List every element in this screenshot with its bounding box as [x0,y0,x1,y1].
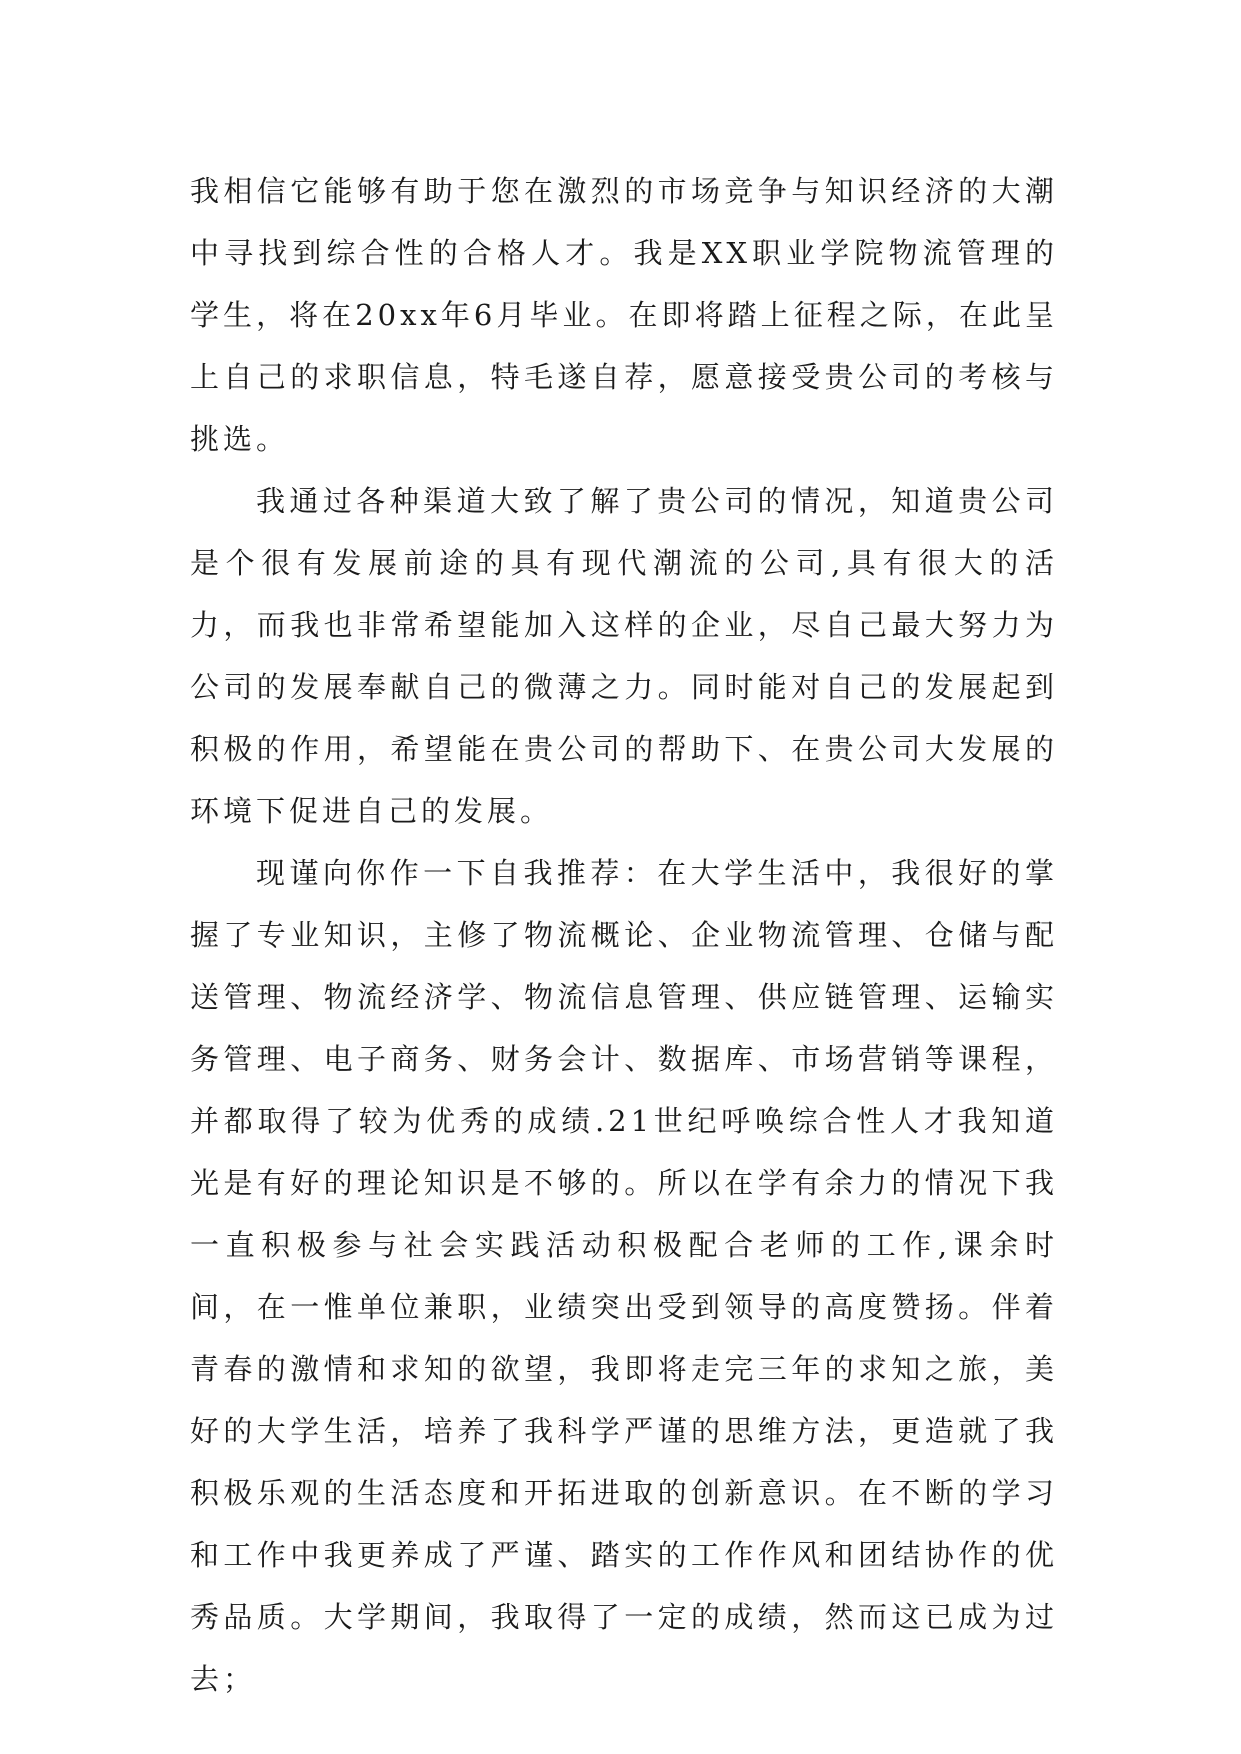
document-body [190,160,1058,1710]
paragraph-3: 现谨向你作一下自我推荐：在大学生活中，我很好的掌握了专业知识，主修了物流概论、企业物流管理、仓储与配送管理、物流经济学、物流信息管理、供应链管理、运输实务管理、电子商务、财务会计、数据库、市场营销等课程，并都取得了较为优秀的成绩.21世纪呼唤综合性人才我知道光是有好的理论知识是不够的。所以在学有余力的情况下我一直积极参与社会实践活动积极配合老师的工作,课余时间，在一惟单位兼职，业绩突出受到领导的高度赞扬。伴着青春的激情和求知的欲望，我即将走完三年的求知之旅，美好的大学生活，培养了我科学严谨的思维方法，更造就了我积极乐观的生活态度和开拓进取的创新意识。在不断的学习和工作中我更养成了严谨、踏实的工作作风和团结协作的优秀品质。大学期间，我取得了一定的成绩，然而这已成为过去； [190,856,1058,1696]
paragraph-1: 我相信它能够有助于您在激烈的市场竞争与知识经济的大潮中寻找到综合性的合格人才。我是XX职业学院物流管理的学生，将在20xx年6月毕业。在即将踏上征程之际，在此呈上自己的求职信息，特毛遂自荐，愿意接受贵公司的考核与挑选。 [190,174,1058,456]
paragraph-2: 我通过各种渠道大致了解了贵公司的情况，知道贵公司是个很有发展前途的具有现代潮流的公司,具有很大的活力，而我也非常希望能加入这样的企业，尽自己最大努力为公司的发展奉献自己的微薄之力。同时能对自己的发展起到积极的作用，希望能在贵公司的帮助下、在贵公司大发展的环境下促进自己的发展。 [190,484,1058,828]
